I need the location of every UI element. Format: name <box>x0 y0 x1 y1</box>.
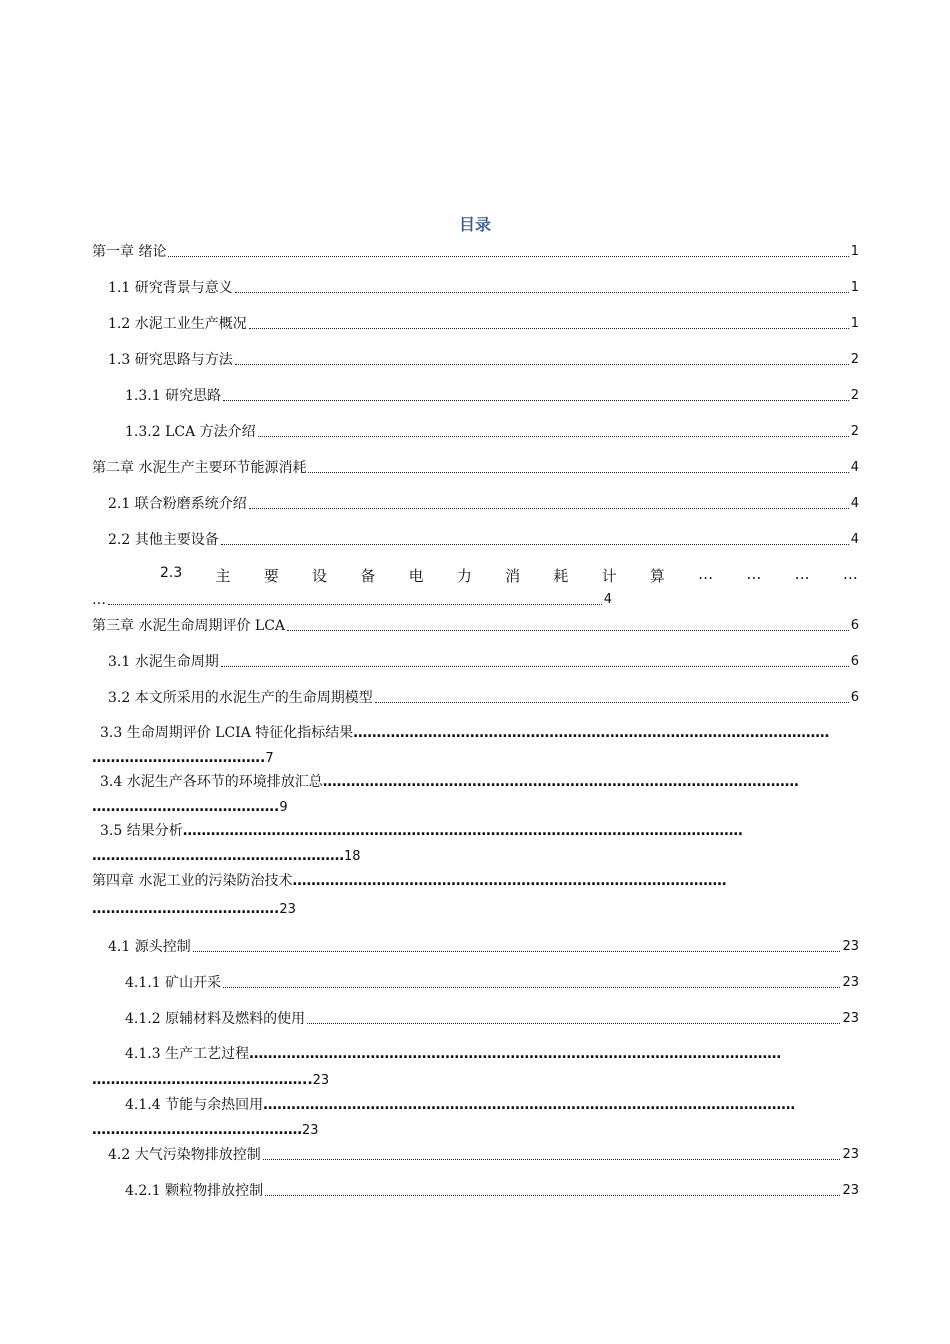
toc-entry-ch4[interactable]: 第四章 水泥工业的污染防治技术………………………………………………………………………………… <box>92 873 727 889</box>
toc-entry-3-2[interactable]: 3.2 本文所采用的水泥生产的生命周期模型 6 <box>108 690 859 706</box>
toc-entry-3-5[interactable]: 3.5 结果分析………………………………………………………………………………………………………… <box>100 823 743 839</box>
toc-entry-1-3-2[interactable]: 1.3.2 LCA 方法介绍 2 <box>125 424 859 440</box>
toc-entry-1-3-1[interactable]: 1.3.1 研究思路 2 <box>125 388 859 404</box>
toc-entry-4-1-4[interactable]: 4.1.4 节能与余热回用…………………………………………………………………………………………………… <box>125 1097 796 1113</box>
toc-entry-ch4-continuation[interactable]: ………………………………….23 <box>92 901 296 917</box>
toc-entry-4-1-1[interactable]: 4.1.1 矿山开采 23 <box>125 975 859 991</box>
toc-entry-2-1[interactable]: 2.1 联合粉磨系统介绍 4 <box>108 496 859 512</box>
toc-entry-4-1-2[interactable]: 4.1.2 原辅材料及燃料的使用 23 <box>125 1011 859 1027</box>
toc-entry-3-1[interactable]: 3.1 水泥生命周期 6 <box>108 654 859 670</box>
toc-entry-3-4-continuation[interactable]: ………………………………….9 <box>92 799 288 815</box>
toc-entry-ch2[interactable]: 第二章 水泥生产主要环节能源消耗 4 <box>92 460 859 476</box>
toc-entry-3-4[interactable]: 3.4 水泥生产各环节的环境排放汇总………………………………………………………………………………………… <box>100 774 799 790</box>
toc-entry-4-1-3-continuation[interactable]: ………………………………………..23 <box>92 1072 330 1088</box>
toc-entry-4-2[interactable]: 4.2 大气污染物排放控制 23 <box>108 1147 859 1163</box>
toc-entry-ch3[interactable]: 第三章 水泥生命周期评价 LCA 6 <box>92 618 859 634</box>
toc-entry-4-2-1[interactable]: 4.2.1 颗粒物排放控制 23 <box>125 1183 859 1199</box>
toc-entry-1-3[interactable]: 1.3 研究思路与方法 2 <box>108 352 859 368</box>
toc-entry-1-1[interactable]: 1.1 研究背景与意义 1 <box>108 280 859 296</box>
toc-entry-ch1[interactable]: 第一章 绪论 1 <box>92 244 859 260</box>
toc-entry-4-1-3[interactable]: 4.1.3 生产工艺过程…………………………………………………………………………………………………… <box>125 1046 782 1062</box>
page-title: 目录 <box>458 215 491 234</box>
toc-entry-3-3-continuation[interactable]: ……………………………….7 <box>92 750 274 766</box>
toc-entry-4-1[interactable]: 4.1 源头控制 23 <box>108 939 859 955</box>
toc-entry-3-5-continuation[interactable]: ………………………………………………18 <box>92 848 361 864</box>
toc-entry-2-2[interactable]: 2.2 其他主要设备 4 <box>108 532 859 548</box>
toc-entry-1-2[interactable]: 1.2 水泥工业生产概况 1 <box>108 316 859 332</box>
toc-entry-2-3-continuation[interactable]: … 4 <box>92 592 612 608</box>
toc-entry-4-1-4-continuation[interactable]: ………………………………………23 <box>92 1122 319 1138</box>
toc-entry-2-3-spaced[interactable]: 2.3 主 要 设 备 电 力 消 耗 计 算 … … … … <box>160 565 858 585</box>
toc-entry-3-3[interactable]: 3.3 生命周期评价 LCIA 特征化指标结果………………………………………………………………………………………… <box>100 725 830 741</box>
